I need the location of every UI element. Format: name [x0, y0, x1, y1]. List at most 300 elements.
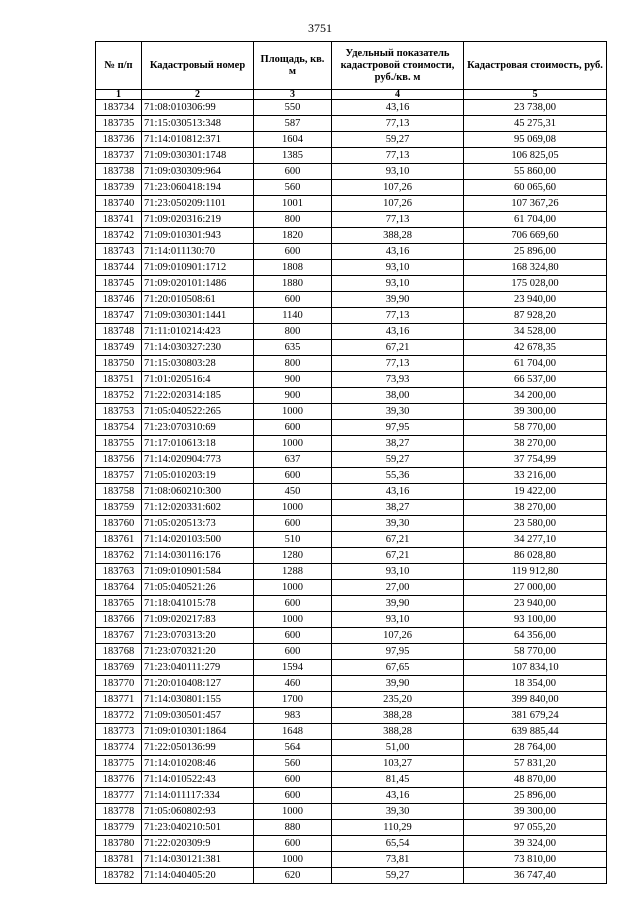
cell-cadastral-number: 71:17:010613:18 [142, 436, 254, 452]
cell-cadastral-number: 71:23:040111:279 [142, 660, 254, 676]
cell-area: 600 [254, 420, 332, 436]
table-row [96, 180, 607, 196]
cell-specific-value: 388,28 [332, 228, 464, 244]
cell-row-number: 183749 [96, 340, 142, 356]
cell-specific-value: 77,13 [332, 308, 464, 324]
cell-row-number: 183764 [96, 580, 142, 596]
header-specific-value: Удельный показатель кадастровой стоимости, руб./кв. м [332, 42, 464, 90]
cell-row-number: 183750 [96, 356, 142, 372]
cell-specific-value: 77,13 [332, 356, 464, 372]
table-body [96, 100, 607, 884]
cell-row-number: 183754 [96, 420, 142, 436]
cell-area: 900 [254, 388, 332, 404]
cell-row-number: 183740 [96, 196, 142, 212]
cell-cadastral-number: 71:23:070313:20 [142, 628, 254, 644]
cell-cadastral-value: 25 896,00 [464, 788, 607, 804]
cell-area: 620 [254, 868, 332, 884]
table-row [96, 212, 607, 228]
cell-cadastral-number: 71:05:060802:93 [142, 804, 254, 820]
cell-area: 510 [254, 532, 332, 548]
column-index-row [96, 90, 607, 100]
cell-cadastral-value: 36 747,40 [464, 868, 607, 884]
table-row [96, 500, 607, 516]
cell-area: 635 [254, 340, 332, 356]
table-row [96, 196, 607, 212]
cell-cadastral-value: 107 367,26 [464, 196, 607, 212]
cell-specific-value: 59,27 [332, 452, 464, 468]
cell-specific-value: 107,26 [332, 628, 464, 644]
column-index-cell: 3 [254, 90, 332, 100]
cell-area: 800 [254, 212, 332, 228]
cell-row-number: 183773 [96, 724, 142, 740]
cell-specific-value: 73,81 [332, 852, 464, 868]
cell-row-number: 183737 [96, 148, 142, 164]
cell-area: 600 [254, 836, 332, 852]
cell-area: 1140 [254, 308, 332, 324]
cell-specific-value: 107,26 [332, 196, 464, 212]
cell-row-number: 183752 [96, 388, 142, 404]
cell-cadastral-number: 71:08:010306:99 [142, 100, 254, 116]
cell-area: 587 [254, 116, 332, 132]
cell-specific-value: 77,13 [332, 148, 464, 164]
cell-cadastral-value: 34 528,00 [464, 324, 607, 340]
cell-cadastral-number: 71:09:020101:1486 [142, 276, 254, 292]
cell-row-number: 183745 [96, 276, 142, 292]
cell-specific-value: 97,95 [332, 644, 464, 660]
cell-specific-value: 43,16 [332, 788, 464, 804]
cell-cadastral-value: 23 738,00 [464, 100, 607, 116]
cell-cadastral-value: 60 065,60 [464, 180, 607, 196]
cell-cadastral-number: 71:09:010901:1712 [142, 260, 254, 276]
cell-cadastral-value: 23 940,00 [464, 292, 607, 308]
table-row [96, 436, 607, 452]
cell-cadastral-number: 71:14:030121:381 [142, 852, 254, 868]
cell-cadastral-number: 71:05:040521:26 [142, 580, 254, 596]
cell-specific-value: 81,45 [332, 772, 464, 788]
cell-area: 600 [254, 788, 332, 804]
cell-cadastral-value: 61 704,00 [464, 356, 607, 372]
table-row [96, 516, 607, 532]
cell-cadastral-value: 87 928,20 [464, 308, 607, 324]
cell-specific-value: 388,28 [332, 708, 464, 724]
cell-cadastral-value: 175 028,00 [464, 276, 607, 292]
cell-row-number: 183780 [96, 836, 142, 852]
cell-area: 1000 [254, 612, 332, 628]
cell-row-number: 183760 [96, 516, 142, 532]
table-row [96, 132, 607, 148]
cell-cadastral-number: 71:14:030801:155 [142, 692, 254, 708]
cell-area: 1000 [254, 500, 332, 516]
cell-row-number: 183746 [96, 292, 142, 308]
cell-area: 1820 [254, 228, 332, 244]
cell-area: 1000 [254, 852, 332, 868]
cell-area: 1700 [254, 692, 332, 708]
cell-specific-value: 388,28 [332, 724, 464, 740]
table-row [96, 228, 607, 244]
cell-area: 600 [254, 772, 332, 788]
cell-specific-value: 55,36 [332, 468, 464, 484]
cell-area: 600 [254, 516, 332, 532]
cell-row-number: 183778 [96, 804, 142, 820]
cell-cadastral-number: 71:12:020331:602 [142, 500, 254, 516]
cell-row-number: 183753 [96, 404, 142, 420]
table-row [96, 772, 607, 788]
table-row [96, 644, 607, 660]
cell-cadastral-value: 27 000,00 [464, 580, 607, 596]
cell-area: 600 [254, 292, 332, 308]
cell-specific-value: 38,27 [332, 436, 464, 452]
cell-area: 1000 [254, 436, 332, 452]
table-row [96, 596, 607, 612]
cell-cadastral-number: 71:09:030501:457 [142, 708, 254, 724]
cell-row-number: 183757 [96, 468, 142, 484]
column-index-cell: 4 [332, 90, 464, 100]
cell-cadastral-number: 71:05:040522:265 [142, 404, 254, 420]
cell-cadastral-number: 71:09:030301:1748 [142, 148, 254, 164]
table-row [96, 740, 607, 756]
table-row [96, 164, 607, 180]
cell-cadastral-value: 23 940,00 [464, 596, 607, 612]
column-index-cell: 5 [464, 90, 607, 100]
cell-row-number: 183775 [96, 756, 142, 772]
cell-specific-value: 38,00 [332, 388, 464, 404]
table-row [96, 100, 607, 116]
cell-row-number: 183772 [96, 708, 142, 724]
cell-cadastral-value: 38 270,00 [464, 436, 607, 452]
cell-cadastral-number: 71:23:070321:20 [142, 644, 254, 660]
cell-row-number: 183777 [96, 788, 142, 804]
cell-specific-value: 39,30 [332, 516, 464, 532]
cell-specific-value: 39,30 [332, 404, 464, 420]
cell-row-number: 183755 [96, 436, 142, 452]
cell-cadastral-value: 48 870,00 [464, 772, 607, 788]
cell-area: 560 [254, 180, 332, 196]
cell-cadastral-number: 71:05:010203:19 [142, 468, 254, 484]
cell-specific-value: 235,20 [332, 692, 464, 708]
cell-row-number: 183761 [96, 532, 142, 548]
table-row [96, 356, 607, 372]
cell-cadastral-value: 42 678,35 [464, 340, 607, 356]
cell-specific-value: 110,29 [332, 820, 464, 836]
table-row [96, 564, 607, 580]
cell-cadastral-number: 71:08:060210:300 [142, 484, 254, 500]
cell-specific-value: 73,93 [332, 372, 464, 388]
cell-area: 1000 [254, 580, 332, 596]
cell-specific-value: 59,27 [332, 132, 464, 148]
cell-cadastral-value: 61 704,00 [464, 212, 607, 228]
cell-area: 800 [254, 324, 332, 340]
cell-specific-value: 43,16 [332, 324, 464, 340]
cell-row-number: 183779 [96, 820, 142, 836]
cell-area: 450 [254, 484, 332, 500]
cell-row-number: 183751 [96, 372, 142, 388]
cell-specific-value: 107,26 [332, 180, 464, 196]
cell-cadastral-number: 71:14:020904:773 [142, 452, 254, 468]
cell-specific-value: 97,95 [332, 420, 464, 436]
header-row [96, 42, 607, 90]
cell-specific-value: 43,16 [332, 244, 464, 260]
cell-cadastral-value: 28 764,00 [464, 740, 607, 756]
cell-row-number: 183767 [96, 628, 142, 644]
table-header [96, 42, 607, 100]
cell-cadastral-number: 71:15:030803:28 [142, 356, 254, 372]
table-row [96, 868, 607, 884]
cell-area: 600 [254, 644, 332, 660]
cell-specific-value: 93,10 [332, 276, 464, 292]
cell-area: 880 [254, 820, 332, 836]
table-row [96, 708, 607, 724]
cell-specific-value: 67,21 [332, 532, 464, 548]
table-row [96, 388, 607, 404]
cell-specific-value: 39,90 [332, 676, 464, 692]
cell-cadastral-number: 71:22:020309:9 [142, 836, 254, 852]
cell-specific-value: 51,00 [332, 740, 464, 756]
cell-row-number: 183758 [96, 484, 142, 500]
cell-specific-value: 93,10 [332, 612, 464, 628]
cell-cadastral-value: 66 537,00 [464, 372, 607, 388]
cell-area: 1385 [254, 148, 332, 164]
table-row [96, 532, 607, 548]
cell-specific-value: 39,90 [332, 292, 464, 308]
cell-cadastral-value: 45 275,31 [464, 116, 607, 132]
cell-cadastral-value: 639 885,44 [464, 724, 607, 740]
cell-cadastral-number: 71:11:010214:423 [142, 324, 254, 340]
cell-cadastral-value: 34 277,10 [464, 532, 607, 548]
cell-cadastral-value: 706 669,60 [464, 228, 607, 244]
cell-area: 600 [254, 468, 332, 484]
cell-row-number: 183736 [96, 132, 142, 148]
cell-cadastral-value: 381 679,24 [464, 708, 607, 724]
column-index-cell: 1 [96, 90, 142, 100]
cell-row-number: 183771 [96, 692, 142, 708]
cell-cadastral-number: 71:09:030309:964 [142, 164, 254, 180]
cell-area: 1604 [254, 132, 332, 148]
table-row [96, 260, 607, 276]
cell-specific-value: 27,00 [332, 580, 464, 596]
cell-cadastral-number: 71:15:030513:348 [142, 116, 254, 132]
table-row [96, 324, 607, 340]
cell-row-number: 183742 [96, 228, 142, 244]
cell-area: 1280 [254, 548, 332, 564]
cell-cadastral-number: 71:01:020516:4 [142, 372, 254, 388]
table-row [96, 548, 607, 564]
cell-specific-value: 65,54 [332, 836, 464, 852]
cell-area: 550 [254, 100, 332, 116]
cell-cadastral-value: 38 270,00 [464, 500, 607, 516]
cell-row-number: 183747 [96, 308, 142, 324]
table-row [96, 244, 607, 260]
cell-area: 800 [254, 356, 332, 372]
table-row [96, 804, 607, 820]
table-row [96, 420, 607, 436]
table-row [96, 660, 607, 676]
cell-cadastral-value: 97 055,20 [464, 820, 607, 836]
cell-row-number: 183768 [96, 644, 142, 660]
cell-row-number: 183744 [96, 260, 142, 276]
cell-cadastral-value: 73 810,00 [464, 852, 607, 868]
cell-area: 900 [254, 372, 332, 388]
cell-area: 600 [254, 628, 332, 644]
cell-row-number: 183774 [96, 740, 142, 756]
cell-row-number: 183741 [96, 212, 142, 228]
cell-cadastral-value: 37 754,99 [464, 452, 607, 468]
cell-area: 560 [254, 756, 332, 772]
cell-specific-value: 93,10 [332, 564, 464, 580]
cell-cadastral-number: 71:14:040405:20 [142, 868, 254, 884]
cell-cadastral-number: 71:14:011117:334 [142, 788, 254, 804]
table-row [96, 340, 607, 356]
table-row [96, 692, 607, 708]
cell-cadastral-number: 71:09:010301:943 [142, 228, 254, 244]
cell-area: 600 [254, 244, 332, 260]
table-row [96, 628, 607, 644]
table-row [96, 292, 607, 308]
column-index-cell: 2 [142, 90, 254, 100]
cell-row-number: 183743 [96, 244, 142, 260]
header-row-number: № п/п [96, 42, 142, 90]
cell-cadastral-number: 71:14:010522:43 [142, 772, 254, 788]
table-row [96, 452, 607, 468]
cell-cadastral-number: 71:14:011130:70 [142, 244, 254, 260]
cell-specific-value: 67,65 [332, 660, 464, 676]
cell-row-number: 183763 [96, 564, 142, 580]
cadastral-value-table [95, 41, 607, 884]
table-row [96, 820, 607, 836]
table-row [96, 276, 607, 292]
cell-cadastral-number: 71:18:041015:78 [142, 596, 254, 612]
cell-row-number: 183782 [96, 868, 142, 884]
cell-row-number: 183748 [96, 324, 142, 340]
cell-specific-value: 43,16 [332, 484, 464, 500]
cell-cadastral-value: 19 422,00 [464, 484, 607, 500]
cell-row-number: 183762 [96, 548, 142, 564]
cell-cadastral-number: 71:20:010508:61 [142, 292, 254, 308]
cell-row-number: 183756 [96, 452, 142, 468]
cell-area: 1000 [254, 404, 332, 420]
cell-cadastral-number: 71:14:020103:500 [142, 532, 254, 548]
cell-cadastral-number: 71:22:020314:185 [142, 388, 254, 404]
cell-specific-value: 103,27 [332, 756, 464, 772]
cell-specific-value: 77,13 [332, 212, 464, 228]
cell-area: 564 [254, 740, 332, 756]
table-row [96, 724, 607, 740]
cell-area: 1880 [254, 276, 332, 292]
cell-area: 1001 [254, 196, 332, 212]
cell-specific-value: 43,16 [332, 100, 464, 116]
cell-cadastral-number: 71:14:010812:371 [142, 132, 254, 148]
cell-cadastral-value: 93 100,00 [464, 612, 607, 628]
cell-cadastral-value: 18 354,00 [464, 676, 607, 692]
cell-row-number: 183765 [96, 596, 142, 612]
table-row [96, 372, 607, 388]
cell-cadastral-value: 106 825,05 [464, 148, 607, 164]
cell-cadastral-value: 58 770,00 [464, 644, 607, 660]
cell-cadastral-number: 71:14:030327:230 [142, 340, 254, 356]
cell-cadastral-value: 95 069,08 [464, 132, 607, 148]
cell-cadastral-number: 71:23:040210:501 [142, 820, 254, 836]
cell-area: 1594 [254, 660, 332, 676]
cell-area: 1000 [254, 804, 332, 820]
page-number: 3751 [308, 21, 332, 35]
cell-cadastral-value: 55 860,00 [464, 164, 607, 180]
cell-cadastral-number: 71:23:060418:194 [142, 180, 254, 196]
cell-area: 1288 [254, 564, 332, 580]
cell-cadastral-value: 58 770,00 [464, 420, 607, 436]
cell-cadastral-value: 34 200,00 [464, 388, 607, 404]
cell-cadastral-number: 71:09:030301:1441 [142, 308, 254, 324]
cell-specific-value: 38,27 [332, 500, 464, 516]
cell-specific-value: 39,30 [332, 804, 464, 820]
cell-area: 983 [254, 708, 332, 724]
table-row [96, 580, 607, 596]
cell-cadastral-value: 399 840,00 [464, 692, 607, 708]
cell-cadastral-value: 107 834,10 [464, 660, 607, 676]
cell-cadastral-number: 71:05:020513:73 [142, 516, 254, 532]
cell-area: 637 [254, 452, 332, 468]
cell-area: 600 [254, 164, 332, 180]
cell-cadastral-number: 71:09:010301:1864 [142, 724, 254, 740]
cell-area: 460 [254, 676, 332, 692]
cell-area: 600 [254, 596, 332, 612]
cell-cadastral-value: 25 896,00 [464, 244, 607, 260]
cell-cadastral-number: 71:09:010901:584 [142, 564, 254, 580]
cell-specific-value: 39,90 [332, 596, 464, 612]
cell-cadastral-number: 71:14:030116:176 [142, 548, 254, 564]
cell-row-number: 183770 [96, 676, 142, 692]
cell-cadastral-number: 71:09:020316:219 [142, 212, 254, 228]
cell-cadastral-number: 71:20:010408:127 [142, 676, 254, 692]
table-row [96, 836, 607, 852]
cell-row-number: 183776 [96, 772, 142, 788]
cell-cadastral-number: 71:22:050136:99 [142, 740, 254, 756]
table-row [96, 676, 607, 692]
cell-row-number: 183735 [96, 116, 142, 132]
cell-row-number: 183759 [96, 500, 142, 516]
cell-cadastral-value: 39 300,00 [464, 404, 607, 420]
cell-cadastral-value: 64 356,00 [464, 628, 607, 644]
cell-cadastral-value: 57 831,20 [464, 756, 607, 772]
table-row [96, 612, 607, 628]
table-row [96, 484, 607, 500]
cell-cadastral-value: 119 912,80 [464, 564, 607, 580]
table-row [96, 756, 607, 772]
table-row [96, 148, 607, 164]
cell-specific-value: 67,21 [332, 340, 464, 356]
cell-row-number: 183738 [96, 164, 142, 180]
table-row [96, 852, 607, 868]
cell-row-number: 183734 [96, 100, 142, 116]
cell-row-number: 183739 [96, 180, 142, 196]
cell-row-number: 183781 [96, 852, 142, 868]
cell-cadastral-value: 23 580,00 [464, 516, 607, 532]
cell-cadastral-value: 86 028,80 [464, 548, 607, 564]
cell-specific-value: 59,27 [332, 868, 464, 884]
header-cadastral-value: Кадастровая стоимость, руб. [464, 42, 607, 90]
table-row [96, 404, 607, 420]
cell-area: 1808 [254, 260, 332, 276]
cell-cadastral-number: 71:14:010208:46 [142, 756, 254, 772]
table-row [96, 308, 607, 324]
table-row [96, 116, 607, 132]
cell-cadastral-value: 39 324,00 [464, 836, 607, 852]
cell-cadastral-value: 168 324,80 [464, 260, 607, 276]
cell-cadastral-number: 71:23:070310:69 [142, 420, 254, 436]
cell-specific-value: 77,13 [332, 116, 464, 132]
cell-cadastral-value: 39 300,00 [464, 804, 607, 820]
cell-cadastral-value: 33 216,00 [464, 468, 607, 484]
cell-specific-value: 93,10 [332, 260, 464, 276]
header-cadastral-number: Кадастровый номер [142, 42, 254, 90]
